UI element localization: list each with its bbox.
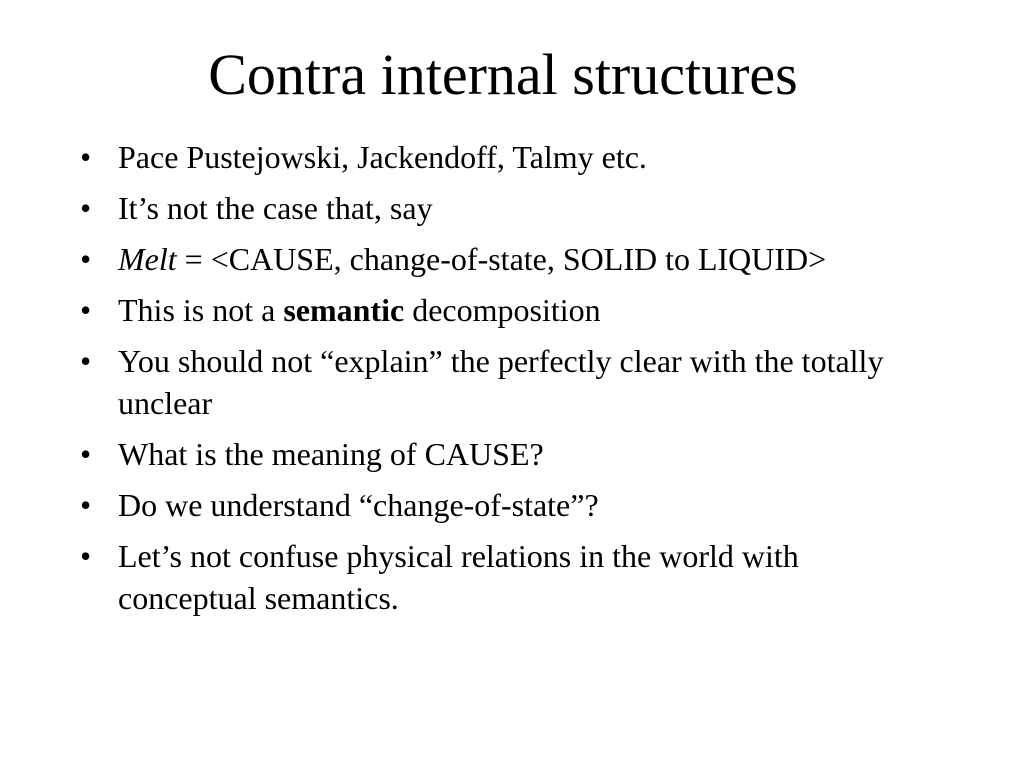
bullet-list — [80, 136, 910, 628]
bullet-bold-term: semantic — [283, 292, 405, 328]
bullet-text: What is the meaning of CAUSE? — [118, 436, 544, 472]
bullet-item — [80, 340, 910, 424]
bullet-marker: • — [80, 487, 92, 523]
slide-title: Contra internal structures — [208, 42, 798, 107]
bullet-marker: • — [80, 436, 92, 472]
bullet-text: Pace Pustejowski, Jackendoff, Talmy etc. — [118, 139, 647, 175]
bullet-item — [80, 238, 910, 280]
bullet-marker: • — [80, 190, 92, 226]
bullet-text-before: This is not a — [118, 292, 284, 328]
bullet-marker: • — [80, 343, 92, 379]
bullet-text: = <CAUSE, change-of-state, SOLID to LIQUID> — [176, 241, 827, 277]
bullet-text: It’s not the case that, say — [118, 190, 433, 226]
bullet-item — [80, 484, 910, 526]
bullet-italic-term: Melt — [118, 241, 177, 277]
bullet-text: Do we understand “change-of-state”? — [118, 487, 599, 523]
bullet-item — [80, 535, 910, 619]
bullet-marker: • — [80, 241, 92, 277]
bullet-item — [80, 289, 910, 331]
bullet-marker: • — [80, 139, 92, 175]
bullet-item — [80, 433, 910, 475]
bullet-item — [80, 136, 910, 178]
bullet-item — [80, 187, 910, 229]
bullet-marker: • — [80, 292, 92, 328]
bullet-marker: • — [80, 538, 92, 574]
bullet-text-after: decomposition — [404, 292, 601, 328]
bullet-text: You should not “explain” the perfectly clear with the totally unclear — [118, 343, 884, 421]
bullet-text: Let’s not confuse physical relations in the world with conceptual semantics. — [118, 538, 799, 616]
